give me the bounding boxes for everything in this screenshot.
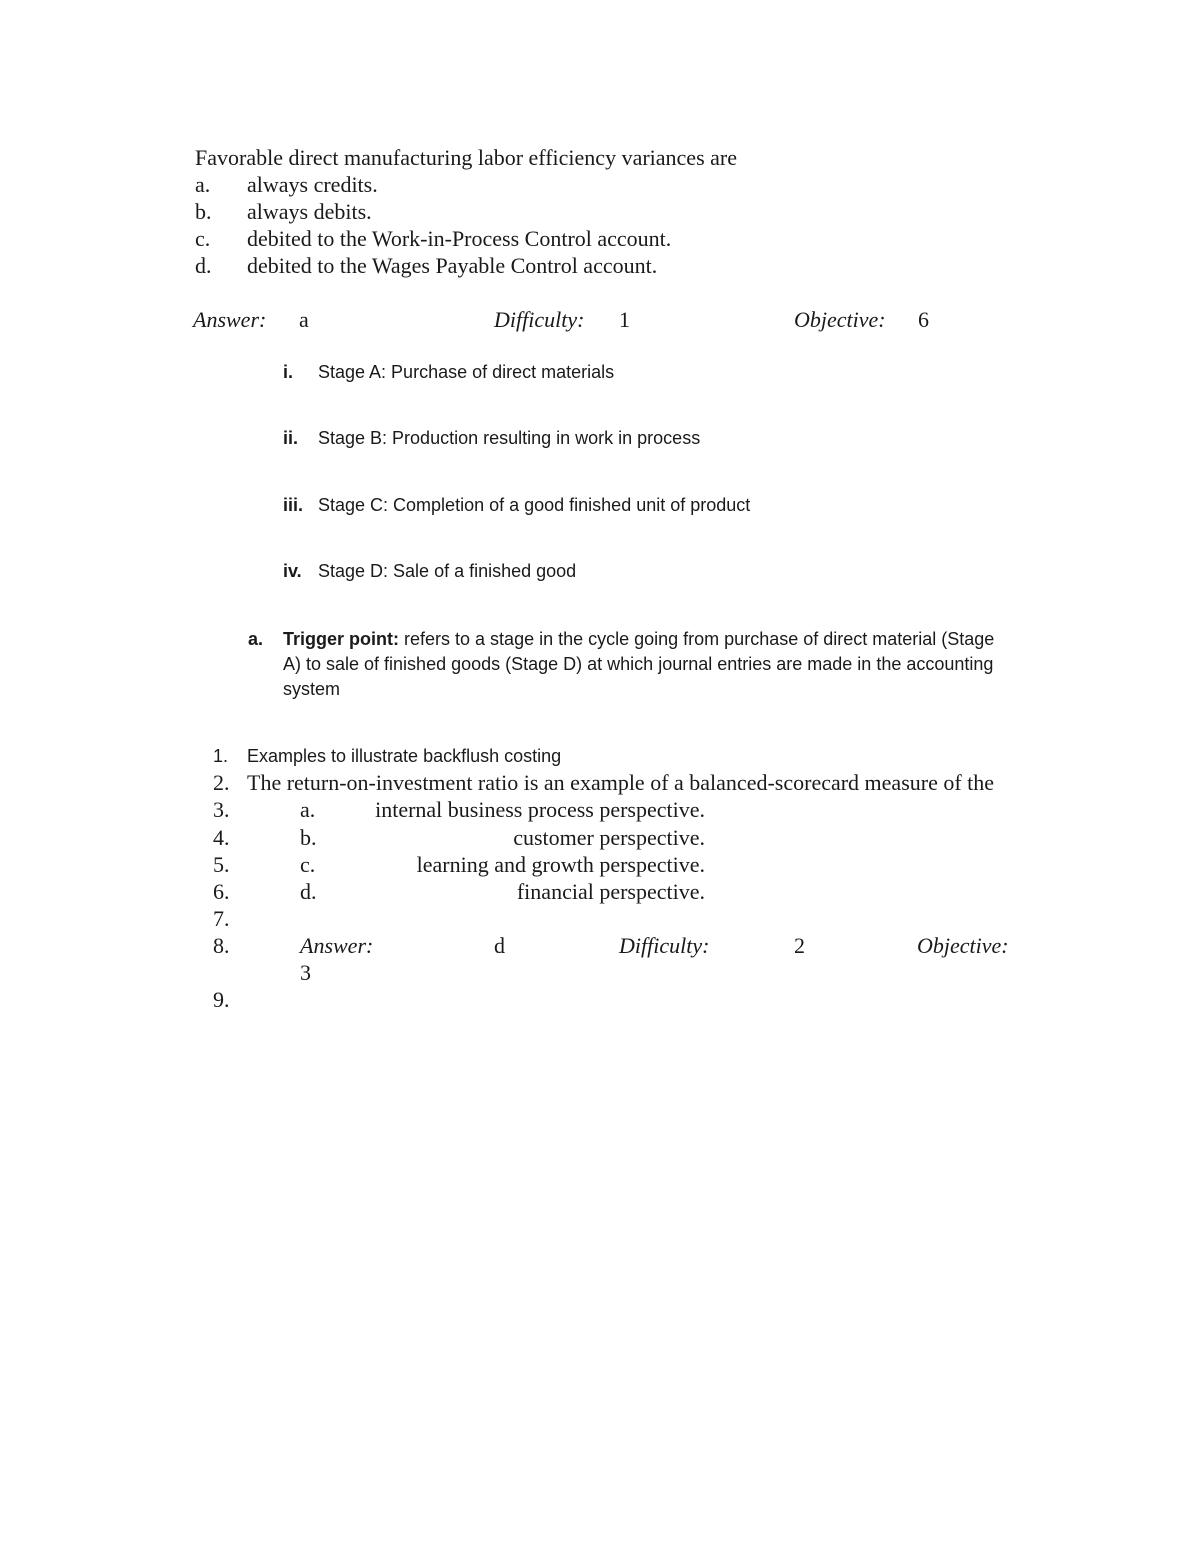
option-letter: c. — [195, 226, 211, 251]
list-number: 2. — [213, 770, 230, 795]
definition-term: Trigger point: — [283, 629, 399, 649]
option-letter: c. — [300, 852, 316, 877]
definition-line-2: A) to sale of finished goods (Stage D) at which journal entries are made in the accounting — [283, 654, 994, 674]
option-text: learning and growth perspective. — [416, 852, 705, 877]
option-text: debited to the Wages Payable Control account. — [247, 253, 658, 278]
definition-text: refers to a stage in the cycle going from purchase of direct material (Stage — [404, 629, 995, 649]
stage-numeral: ii. — [283, 428, 299, 448]
question-stem: Favorable direct manufacturing labor efficiency variances are — [195, 145, 737, 170]
option-letter: b. — [300, 825, 317, 850]
option-letter: a. — [195, 172, 211, 197]
list-number: 9. — [213, 987, 230, 1012]
list-number: 5. — [213, 852, 230, 877]
stage-text: Stage A: Purchase of direct materials — [318, 362, 615, 382]
difficulty-label: Difficulty: — [619, 933, 710, 958]
answer-label: Answer: — [300, 933, 374, 958]
definition-letter: a. — [248, 629, 264, 649]
list-item-text: The return-on-investment ratio is an example of a balanced-scorecard measure of the — [247, 770, 995, 795]
answer-label: Answer: — [193, 307, 267, 332]
option-text: always credits. — [247, 172, 378, 197]
option-letter: d. — [195, 253, 212, 278]
stage-numeral: i. — [283, 362, 294, 382]
list-number: 8. — [213, 933, 230, 958]
definition-line-3: system — [283, 679, 341, 699]
stage-numeral: iv. — [283, 561, 302, 581]
difficulty-value: 2 — [794, 933, 805, 958]
option-text: always debits. — [247, 199, 372, 224]
answer-value: d — [494, 933, 505, 958]
difficulty-label: Difficulty: — [494, 307, 585, 332]
option-text: financial perspective. — [516, 879, 705, 904]
stage-text: Stage C: Completion of a good finished unit of product — [318, 495, 751, 515]
objective-label: Objective: — [794, 307, 886, 332]
list-number: 4. — [213, 825, 230, 850]
stage-numeral: iii. — [283, 495, 304, 515]
option-text: debited to the Work-in-Process Control account. — [247, 226, 672, 251]
option-text: customer perspective. — [513, 825, 705, 850]
objective-value: 6 — [918, 307, 929, 332]
difficulty-value: 1 — [619, 307, 630, 332]
list-number: 1. — [213, 746, 229, 766]
option-letter: d. — [300, 879, 317, 904]
option-letter: b. — [195, 199, 212, 224]
list-item-text: Examples to illustrate backflush costing — [247, 746, 562, 766]
option-text: internal business process perspective. — [375, 797, 705, 822]
definition-line-1 — [283, 630, 994, 648]
list-number: 6. — [213, 879, 230, 904]
option-letter: a. — [300, 797, 316, 822]
objective-value: 3 — [300, 960, 311, 985]
answer-value: a — [299, 307, 309, 332]
stage-text: Stage D: Sale of a finished good — [318, 561, 577, 581]
objective-label: Objective: — [917, 933, 1009, 958]
list-number: 7. — [213, 906, 230, 931]
stage-text: Stage B: Production resulting in work in process — [318, 428, 701, 448]
list-number: 3. — [213, 797, 230, 822]
